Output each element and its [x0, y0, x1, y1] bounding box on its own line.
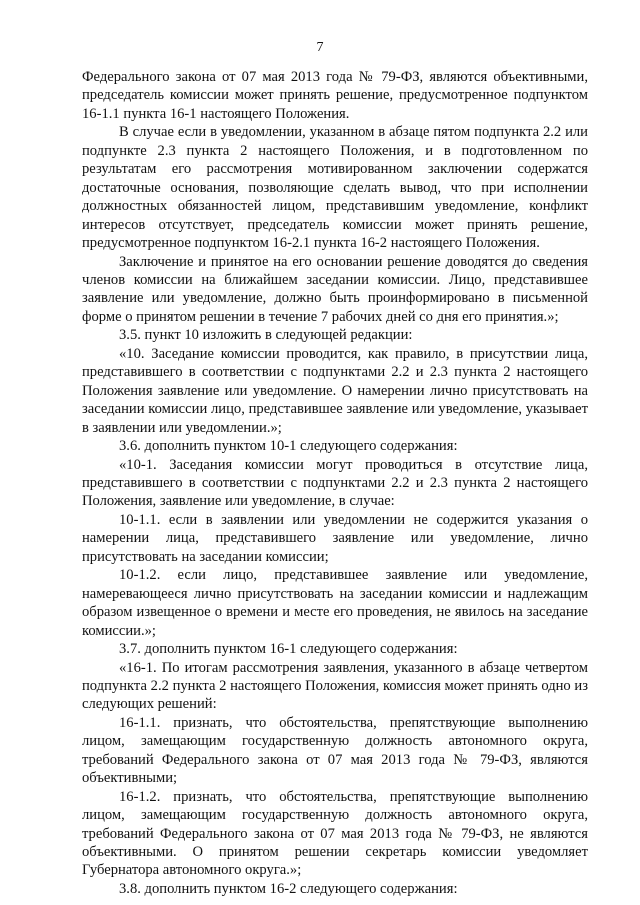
paragraph: 16-1.2. признать, что обстоятельства, препятствующие выполнению лицом, замещающим государственную должность автономного округа, требований Федерального закона от 07 мая 2013 года № 79-ФЗ, не являются объективными. О принятом решении секретарь комиссии уведомляет Губернатора автономного округа.»;	[82, 788, 588, 879]
paragraph: 3.7. дополнить пунктом 16-1 следующего содержания:	[119, 641, 458, 658]
paragraph: В случае если в уведомлении, указанном в абзаце пятом подпункта 2.2 или подпункте 2.3 пункта 2 настоящего Положения, и в подготовленном по результатам его рассмотрения мотивированном заключении содержатся достаточные основания, позволяющие сделать вывод, что при исполнении должностных обязанностей лицом, представившим уведомление, конфликт интересов отсутствует, председатель комиссии может принять решение, предусмотренное подпунктом 16-2.1 пункта 16-2 настоящего Положения.	[82, 124, 588, 252]
paragraph: 3.5. пункт 10 изложить в следующей редакции:	[119, 327, 413, 344]
paragraph: 3.6. дополнить пунктом 10-1 следующего содержания:	[119, 438, 458, 455]
paragraph: «10-1. Заседания комиссии могут проводиться в отсутствие лица, представившего в соответствии с подпунктами 2.2 и 2.3 пункта 2 настоящего Положения, заявление или уведомление, в случае:	[82, 456, 588, 510]
paragraph: Заключение и принятое на его основании решение доводятся до сведения членов комиссии на ближайшем заседании комиссии. Лицо, представившее заявление или уведомление, должно быть проинформировано в письменной форме о принятом решении в течение 7 рабочих дней со дня его принятия.»;	[82, 253, 588, 325]
paragraph: 10-1.1. если в заявлении или уведомлении не содержится указания о намерении лица, представившего заявление или уведомление, лично присутствовать на заседании комиссии;	[82, 511, 588, 565]
paragraph: 10-1.2. если лицо, представившее заявление или уведомление, намеревающееся лично присутствовать на заседании комиссии и надлежащим образом извещенное о времени и месте его проведения, не явилось на заседание комиссии.»;	[82, 567, 588, 639]
page-number: 7	[316, 40, 324, 55]
paragraph: 3.8. дополнить пунктом 16-2 следующего содержания:	[119, 880, 458, 897]
paragraph: «10. Заседание комиссии проводится, как правило, в присутствии лица, представившего в соответствии с подпунктами 2.2 и 2.3 пункта 2 настоящего Положения заявление или уведомление. О намерении лично присутствовать на заседании комиссии лицо, представившее заявление или уведомление, указывает в заявлении или уведомлении.»;	[82, 345, 588, 436]
paragraph: Федерального закона от 07 мая 2013 года № 79-ФЗ, являются объективными, председатель комиссии может принять решение, предусмотренное подпунктом 16-1.1 пункта 16-1 настоящего Положения.	[82, 69, 588, 122]
paragraph: «16-1. По итогам рассмотрения заявления, указанного в абзаце четвертом подпункта 2.2 пункта 2 настоящего Положения, комиссия может принять одно из следующих решений:	[82, 659, 588, 713]
paragraph: 16-1.1. признать, что обстоятельства, препятствующие выполнению лицом, замещающим государственную должность автономного округа, требований Федерального закона от 07 мая 2013 года № 79-ФЗ, являются объективными;	[82, 714, 588, 787]
document-body	[82, 68, 588, 898]
